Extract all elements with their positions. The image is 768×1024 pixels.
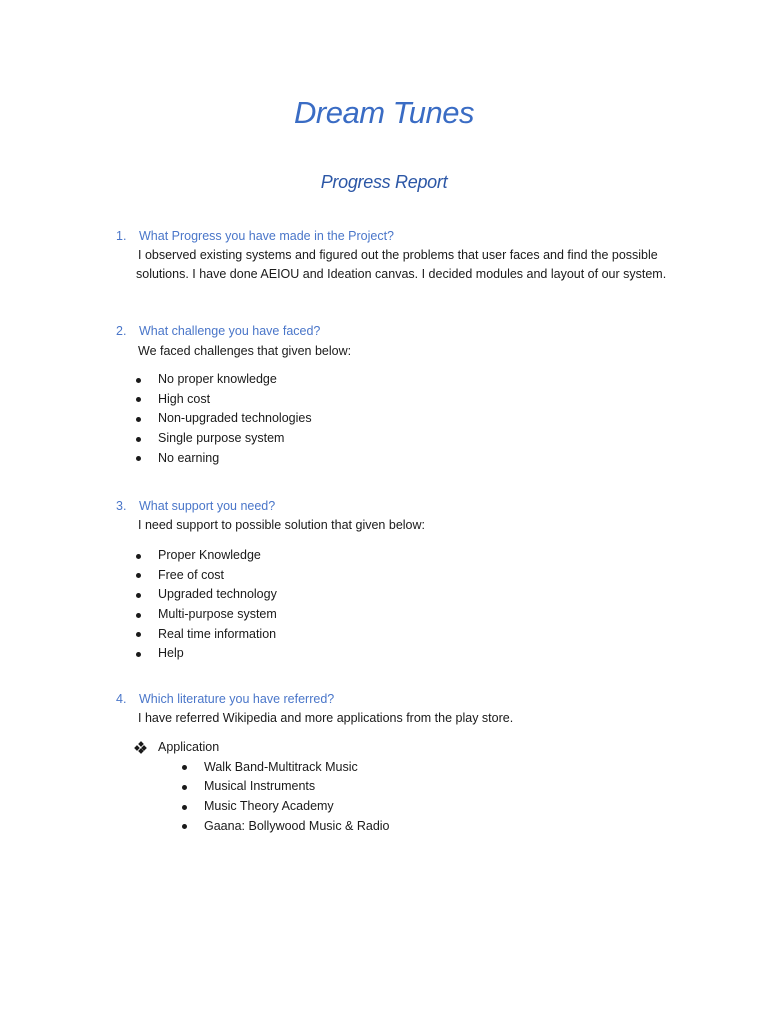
list-item bbox=[0, 758, 768, 778]
list-item-label: Walk Band-Multitrack Music bbox=[204, 759, 358, 774]
section-literature bbox=[0, 690, 768, 836]
list-item bbox=[0, 429, 768, 449]
bullet-icon bbox=[136, 593, 141, 598]
question-heading bbox=[0, 690, 768, 709]
list-item bbox=[0, 817, 768, 837]
question-heading bbox=[0, 322, 768, 341]
list-item bbox=[0, 585, 768, 605]
bullet-icon bbox=[182, 805, 187, 810]
list-item-label: Free of cost bbox=[158, 567, 224, 582]
list-item bbox=[0, 370, 768, 390]
list-item-label: Non-upgraded technologies bbox=[158, 411, 312, 426]
question-heading bbox=[0, 497, 768, 516]
bullet-icon bbox=[182, 765, 187, 770]
list-item bbox=[0, 546, 768, 566]
list-item-label: Proper Knowledge bbox=[158, 548, 261, 562]
list-item-label: No earning bbox=[158, 450, 220, 465]
list-item-label: Music Theory Academy bbox=[204, 799, 334, 814]
support-list bbox=[0, 546, 768, 664]
bullet-icon bbox=[136, 554, 141, 559]
four-diamond-bullet-icon bbox=[135, 742, 146, 753]
list-item-label: No proper knowledge bbox=[158, 372, 277, 386]
question-text: What challenge you have faced? bbox=[139, 324, 321, 338]
answer-line: solutions. I have done AEIOU and Ideation canvas. I decided modules and layout of our system. bbox=[136, 267, 667, 281]
question-text: What Progress you have made in the Project? bbox=[139, 229, 394, 243]
question-heading bbox=[0, 227, 768, 246]
question-number: 2. bbox=[116, 324, 127, 338]
bullet-icon bbox=[136, 652, 141, 657]
section-intro: I have referred Wikipedia and more applications from the play store. bbox=[138, 711, 514, 725]
bullet-icon bbox=[136, 573, 141, 578]
bullet-icon bbox=[136, 417, 141, 422]
document-title: Dream Tunes bbox=[294, 95, 474, 130]
list-item-label: Multi-purpose system bbox=[158, 607, 277, 622]
list-item-label: Musical Instruments bbox=[204, 779, 316, 794]
section-progress bbox=[0, 227, 768, 284]
section-intro: We faced challenges that given below: bbox=[138, 344, 352, 358]
bullet-icon bbox=[136, 456, 141, 461]
bullet-icon bbox=[182, 785, 187, 790]
bullet-icon bbox=[136, 378, 141, 383]
question-text: Which literature you have referred? bbox=[139, 692, 335, 706]
literature-list bbox=[0, 738, 768, 758]
category-label: Application bbox=[158, 740, 220, 754]
list-item-label: Upgraded technology bbox=[158, 587, 277, 602]
application-list bbox=[0, 758, 768, 837]
list-item bbox=[0, 797, 768, 817]
bullet-icon bbox=[136, 397, 141, 402]
bullet-icon bbox=[136, 632, 141, 637]
question-text: What support you need? bbox=[139, 499, 276, 513]
answer-line: I observed existing systems and figured out the problems that user faces and find the possible bbox=[138, 248, 658, 262]
section-challenges bbox=[0, 322, 768, 468]
list-item bbox=[0, 390, 768, 410]
list-item bbox=[0, 644, 768, 664]
bullet-icon bbox=[136, 613, 141, 618]
list-item-category bbox=[0, 738, 768, 758]
document-subtitle: Progress Report bbox=[320, 172, 448, 192]
list-item bbox=[0, 449, 768, 469]
bullet-icon bbox=[182, 824, 187, 829]
bullet-icon bbox=[136, 437, 141, 442]
list-item bbox=[0, 566, 768, 586]
question-number: 3. bbox=[116, 499, 127, 513]
list-item bbox=[0, 605, 768, 625]
question-number: 4. bbox=[116, 692, 127, 706]
challenge-list bbox=[0, 370, 768, 468]
section-support bbox=[0, 497, 768, 664]
list-item bbox=[0, 409, 768, 429]
list-item-label: Help bbox=[158, 646, 184, 661]
question-number: 1. bbox=[116, 229, 127, 243]
section-intro: I need support to possible solution that given below: bbox=[138, 518, 425, 532]
list-item bbox=[0, 777, 768, 797]
list-item bbox=[0, 625, 768, 645]
list-item-label: Gaana: Bollywood Music & Radio bbox=[204, 818, 390, 833]
list-item-label: High cost bbox=[158, 391, 211, 406]
list-item-label: Real time information bbox=[158, 626, 277, 641]
list-item-label: Single purpose system bbox=[158, 431, 285, 446]
